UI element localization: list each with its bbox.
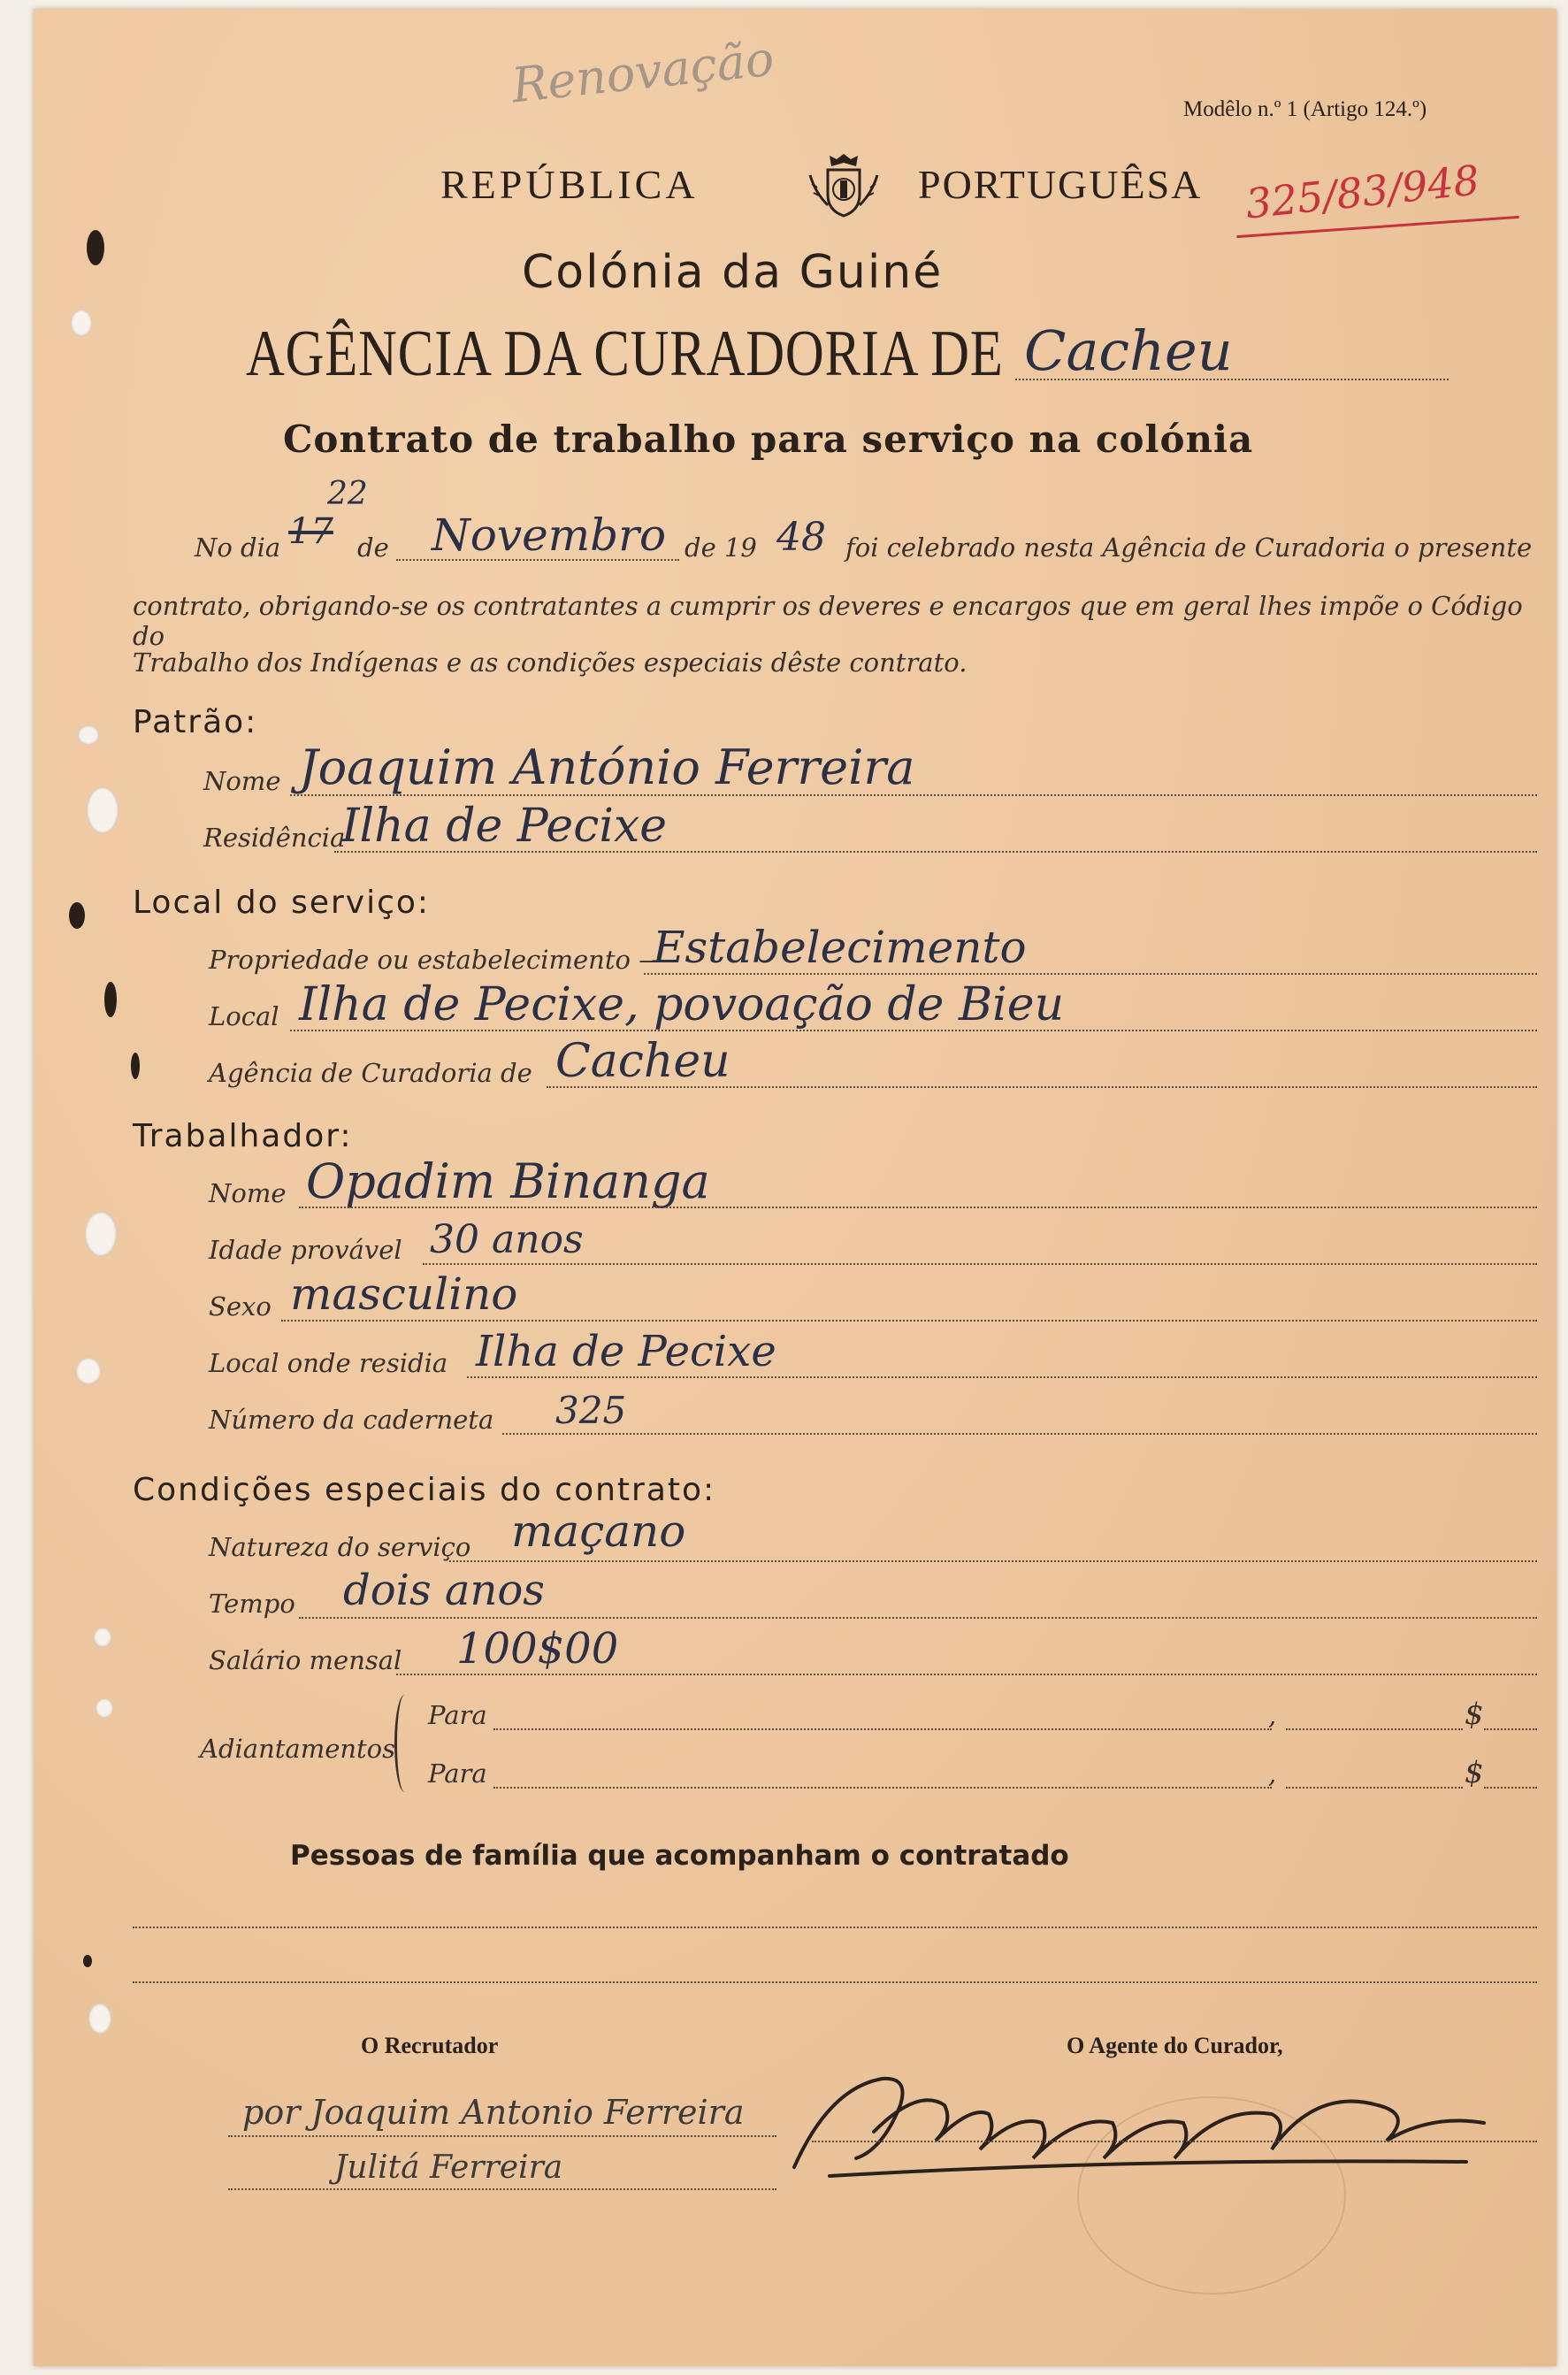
agency-title: AGÊNCIA DA CURADORIA DE: [246, 318, 1004, 390]
agency-fill-line: [1015, 379, 1449, 380]
natureza-value: maçano: [511, 1505, 686, 1557]
intro-month: Novembro: [432, 509, 667, 561]
recrutador-signature-2: Julitá Ferreira: [334, 2149, 563, 2186]
coat-of-arms-icon: [801, 149, 886, 223]
patrao-residencia-label: Residência: [203, 823, 346, 853]
perforation-hole: [88, 2003, 111, 2034]
para-1-currency: $: [1465, 1697, 1484, 1732]
perforation-hole: [94, 1628, 111, 1647]
tempo-label: Tempo: [209, 1589, 295, 1619]
recrutador-signature-1: por Joaquim Antonio Ferreira: [242, 2093, 745, 2132]
patrao-residencia-value: Ilha de Pecixe: [341, 800, 668, 853]
colony-title: Colónia da Guiné: [522, 246, 944, 299]
trab-residia-label: Local onde residia: [209, 1348, 448, 1378]
local-line: [290, 1030, 1537, 1031]
salario-label: Salário mensal: [209, 1645, 402, 1675]
para-1-amount-line: [1286, 1728, 1463, 1730]
trab-idade-label: Idade provável: [209, 1235, 402, 1265]
patrao-residencia-line: [334, 851, 1537, 853]
tempo-line: [299, 1617, 1537, 1619]
para-2-cents-line: [1484, 1787, 1537, 1789]
trab-nome-line: [299, 1207, 1537, 1208]
local-label: Local: [209, 1001, 279, 1031]
para-2-currency: $: [1465, 1755, 1484, 1790]
familia-line-2: [133, 1981, 1537, 1983]
para-2-amount-line: [1286, 1787, 1463, 1789]
trab-caderneta-line: [502, 1433, 1537, 1435]
adiantamentos-label: Adiantamentos: [200, 1734, 396, 1764]
para-2-line: [493, 1787, 1272, 1789]
trab-idade-line: [423, 1263, 1537, 1265]
recrutador-label: O Recrutador: [361, 2033, 499, 2058]
intro-day-struck: 17: [288, 511, 333, 552]
intro-year: 48: [776, 515, 826, 560]
para-1-comma: ,: [1268, 1700, 1277, 1730]
agencia-value: Cacheu: [555, 1035, 730, 1088]
intro-de: de: [357, 532, 389, 563]
document-sheet: [34, 9, 1557, 2366]
local-heading: Local do serviço:: [133, 885, 431, 921]
trab-residia-value: Ilha de Pecixe: [476, 1327, 776, 1376]
ink-stain: [87, 230, 104, 265]
perforation-hole: [96, 1698, 113, 1718]
perforation-hole: [87, 787, 119, 833]
intro-de2: de 19: [685, 532, 757, 563]
intro-line2: contrato, obrigando-se os contratantes a cumprir os deveres e encargos que em geral lhes impõe o Código do: [133, 591, 1523, 651]
para-1-cents-line: [1484, 1728, 1537, 1730]
trab-nome-value: Opadim Binanga: [306, 1153, 710, 1209]
intro-line1-rest: foi celebrado nesta Agência de Curadoria o presente: [845, 532, 1533, 563]
para-2-comma: ,: [1268, 1758, 1277, 1789]
trab-caderneta-value: 325: [555, 1389, 627, 1432]
perforation-hole: [85, 1212, 117, 1256]
perforation-hole: [76, 1358, 101, 1384]
trab-residia-line: [467, 1376, 1537, 1378]
agente-line: [812, 2141, 1537, 2142]
republic-right: PORTUGUÊSA: [918, 162, 1203, 207]
propriedade-label: Propriedade ou estabelecimento —: [209, 945, 665, 975]
month-fill-line: [396, 559, 679, 561]
intro-no-dia: No dia: [195, 532, 281, 563]
trab-caderneta-label: Número da caderneta: [209, 1405, 494, 1435]
ink-stain: [83, 1955, 92, 1967]
trab-sexo-value: masculino: [290, 1268, 518, 1320]
intro-line3: Trabalho dos Indígenas e as condições especiais dêste contrato.: [133, 647, 968, 678]
natureza-line: [449, 1560, 1537, 1562]
propriedade-line: [644, 973, 1537, 975]
recrutador-line-2: [228, 2188, 776, 2190]
patrao-nome-value: Joaquim António Ferreira: [299, 739, 915, 795]
trab-idade-value: 30 anos: [430, 1217, 584, 1262]
perforation-hole: [78, 725, 99, 745]
trab-sexo-label: Sexo: [209, 1291, 272, 1322]
agencia-line: [547, 1086, 1537, 1088]
patrao-heading: Patrão:: [133, 704, 258, 740]
pencil-annotation: Renovação: [509, 30, 777, 114]
patrao-nome-label: Nome: [203, 766, 281, 796]
adiantamentos-brace: [394, 1695, 415, 1792]
agencia-label: Agência de Curadoria de: [209, 1058, 532, 1088]
ink-stain: [131, 1053, 140, 1079]
ink-stain: [104, 982, 117, 1017]
trab-nome-label: Nome: [209, 1178, 287, 1208]
condicoes-heading: Condições especiais do contrato:: [133, 1472, 716, 1508]
perforation-hole: [71, 310, 92, 336]
local-value: Ilha de Pecixe, povoação de Bieu: [299, 978, 1065, 1031]
agency-value: Cacheu: [1024, 318, 1233, 383]
tempo-value: dois anos: [343, 1566, 545, 1615]
propriedade-value: Estabelecimento: [653, 922, 1027, 973]
recrutador-line-1: [228, 2135, 776, 2137]
intro-day: 22: [327, 476, 368, 512]
salario-line: [396, 1674, 1537, 1675]
para-2-label: Para: [428, 1758, 487, 1789]
patrao-nome-line: [290, 794, 1537, 796]
model-number: Modêlo n.º 1 (Artigo 124.º): [1183, 97, 1427, 121]
familia-line-1: [133, 1927, 1537, 1928]
para-1-line: [493, 1728, 1272, 1730]
agente-label: O Agente do Curador,: [1067, 2033, 1283, 2058]
contract-title: Contrato de trabalho para serviço na colónia: [283, 418, 1254, 461]
natureza-label: Natureza do serviço: [209, 1532, 471, 1562]
reference-number: 325/83/948: [1243, 156, 1482, 228]
republic-left: REPÚBLICA: [440, 162, 699, 207]
trabalhador-heading: Trabalhador:: [133, 1118, 353, 1154]
ink-stain: [69, 902, 85, 929]
curator-signature-icon: [776, 2052, 1519, 2185]
salario-value: 100$00: [456, 1624, 619, 1674]
trab-sexo-line: [281, 1320, 1537, 1322]
para-1-label: Para: [428, 1700, 487, 1730]
familia-heading: Pessoas de família que acompanham o contratado: [290, 1840, 1069, 1872]
